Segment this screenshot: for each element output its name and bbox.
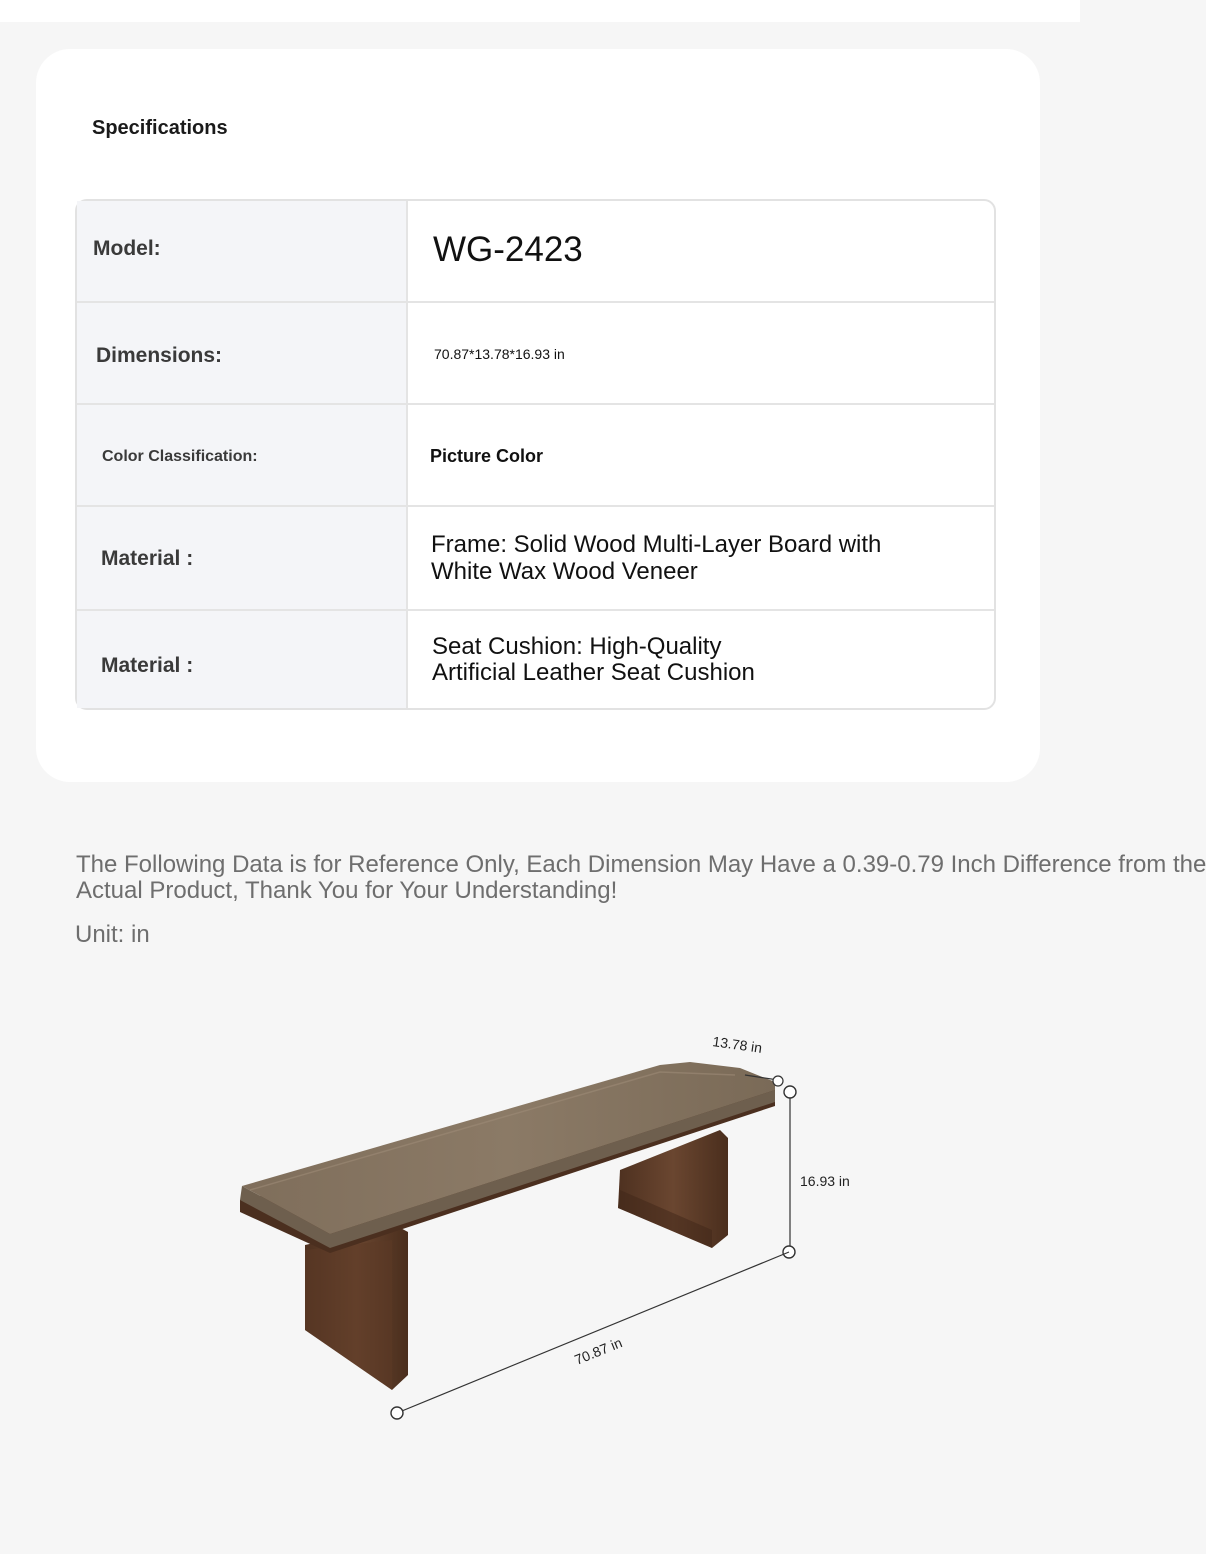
reference-note <box>76 851 1206 904</box>
height-top-marker-icon <box>784 1086 796 1098</box>
spec-label-cell <box>77 507 408 609</box>
height-label: 16.93 in <box>800 1173 850 1189</box>
material-cushion-line-2: Artificial Leather Seat Cushion <box>432 659 755 686</box>
spec-label-cell <box>77 303 408 403</box>
specifications-table <box>75 199 996 710</box>
material-frame-line-2: White Wax Wood Veneer <box>431 558 698 585</box>
color-value: Picture Color <box>430 446 544 466</box>
length-label: 70.87 in <box>572 1334 625 1368</box>
depth-marker-icon <box>773 1076 783 1086</box>
material-cushion-label: Material : <box>101 654 194 677</box>
spec-row-material-cushion <box>77 611 994 708</box>
reference-note-line-2: Actual Product, Thank You for Your Understanding! <box>76 877 618 904</box>
dimensions-value: 70.87*13.78*16.93 in <box>434 346 565 362</box>
model-label: Model: <box>93 237 161 260</box>
spec-row-dimensions <box>77 303 994 405</box>
spec-row-model <box>77 201 994 303</box>
specifications-title: Specifications <box>92 117 228 139</box>
dimensions-label: Dimensions: <box>96 344 223 367</box>
bench-dimension-diagram <box>0 990 1080 1440</box>
reference-note-line-1: The Following Data is for Reference Only, Each Dimension May Have a 0.39-0.79 Inch Difference from the <box>76 851 1206 878</box>
spec-row-color <box>77 405 994 507</box>
material-cushion-line-1: Seat Cushion: High-Quality <box>432 633 722 660</box>
unit-label: Unit: in <box>75 921 150 948</box>
model-value: WG-2423 <box>433 230 583 269</box>
material-frame-line-1: Frame: Solid Wood Multi-Layer Board with <box>431 531 882 558</box>
top-strip <box>0 0 1080 22</box>
length-marker-icon <box>391 1407 403 1419</box>
material-frame-label: Material : <box>101 547 194 570</box>
spec-label-cell <box>77 201 408 301</box>
spec-row-material-frame <box>77 507 994 611</box>
spec-label-cell <box>77 405 408 505</box>
length-dimension-line <box>397 1252 789 1413</box>
material-frame-value <box>431 531 881 585</box>
color-label: Color Classification: <box>102 448 258 465</box>
spec-label-cell <box>77 611 408 708</box>
material-cushion-value <box>432 634 755 686</box>
depth-label: 13.78 in <box>711 1033 764 1056</box>
